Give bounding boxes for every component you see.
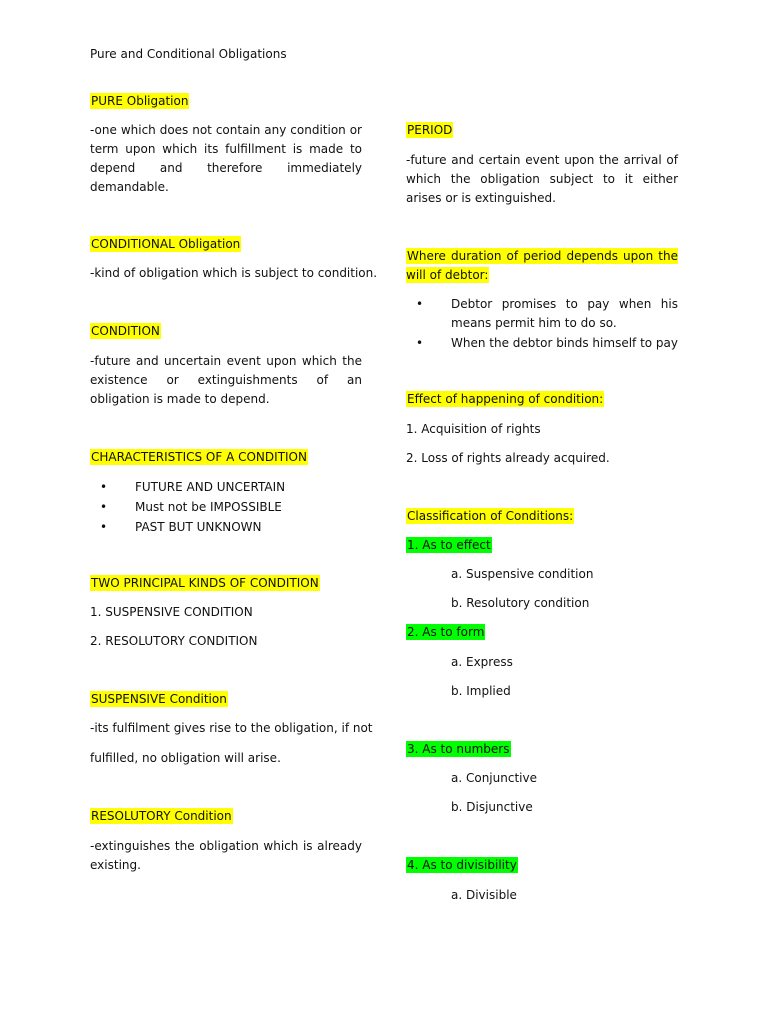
list-item: • PAST BUT UNKNOWN (90, 517, 285, 537)
effect-item-a: a. Suspensive condition (451, 567, 594, 581)
list-item: • Debtor promises to pay when his means permit him to do so. (416, 297, 678, 330)
resolutory-condition-definition: -extinguishes the obligation which is already existing. (90, 839, 362, 872)
list-item: • FUTURE AND UNCERTAIN (90, 477, 285, 497)
effect-loss: 2. Loss of rights already acquired. (406, 451, 610, 465)
form-item-b: b. Implied (451, 684, 511, 698)
kind-suspensive: 1. SUSPENSIVE CONDITION (90, 605, 253, 619)
divisibility-item-a: a. Divisible (451, 888, 517, 902)
principal-kinds-heading: TWO PRINCIPAL KINDS OF CONDITION (91, 576, 319, 590)
as-to-numbers-label: 3. As to numbers (407, 742, 510, 756)
page-title: Pure and Conditional Obligations (90, 47, 287, 61)
classification-heading: Classification of Conditions: (407, 509, 574, 523)
suspensive-condition-heading: SUSPENSIVE Condition (91, 692, 227, 706)
bullet-icon: • (416, 336, 424, 350)
list-item: • Must not be IMPOSSIBLE (90, 497, 285, 517)
bullet-icon: • (100, 500, 108, 514)
numbers-item-b: b. Disjunctive (451, 800, 533, 814)
pure-obligation-heading: PURE Obligation (91, 94, 189, 108)
duration-list (406, 295, 678, 353)
as-to-effect-label: 1. As to effect (407, 538, 491, 552)
effect-acquisition: 1. Acquisition of rights (406, 422, 541, 436)
period-heading: PERIOD (407, 123, 453, 137)
suspensive-condition-line-1: -its fulfilment gives rise to the obligation, if not (90, 721, 373, 735)
bullet-icon: • (100, 480, 108, 494)
resolutory-condition-heading: RESOLUTORY Condition (91, 809, 232, 823)
numbers-item-a: a. Conjunctive (451, 771, 537, 785)
characteristics-list (90, 477, 285, 537)
suspensive-condition-line-2: fulfilled, no obligation will arise. (90, 751, 281, 765)
form-item-a: a. Express (451, 655, 513, 669)
list-item: • When the debtor binds himself to pay (406, 333, 678, 353)
conditional-obligation-heading: CONDITIONAL Obligation (91, 237, 241, 251)
as-to-form-label: 2. As to form (407, 625, 485, 639)
conditional-obligation-definition: -kind of obligation which is subject to condition. (90, 266, 378, 280)
kind-resolutory: 2. RESOLUTORY CONDITION (90, 634, 258, 648)
characteristics-heading: CHARACTERISTICS OF A CONDITION (91, 450, 307, 464)
effect-heading: Effect of happening of condition: (407, 392, 604, 406)
as-to-divisibility-label: 4. As to divisibility (407, 858, 517, 872)
period-definition: -future and certain event upon the arrival of which the obligation subject to it either arises or is extinguished. (406, 153, 678, 205)
bullet-icon: • (100, 520, 108, 534)
duration-heading: Where duration of period depends upon the will of debtor: (406, 249, 678, 282)
pure-obligation-definition: -one which does not contain any condition or term upon which its fulfillment is made to depend and therefore immediately demandable. (90, 123, 362, 194)
effect-item-b: b. Resolutory condition (451, 596, 590, 610)
bullet-icon: • (416, 297, 424, 311)
condition-heading: CONDITION (91, 324, 160, 338)
condition-definition: -future and uncertain event upon which the existence or extinguishments of an obligation is made to depend. (90, 354, 362, 406)
